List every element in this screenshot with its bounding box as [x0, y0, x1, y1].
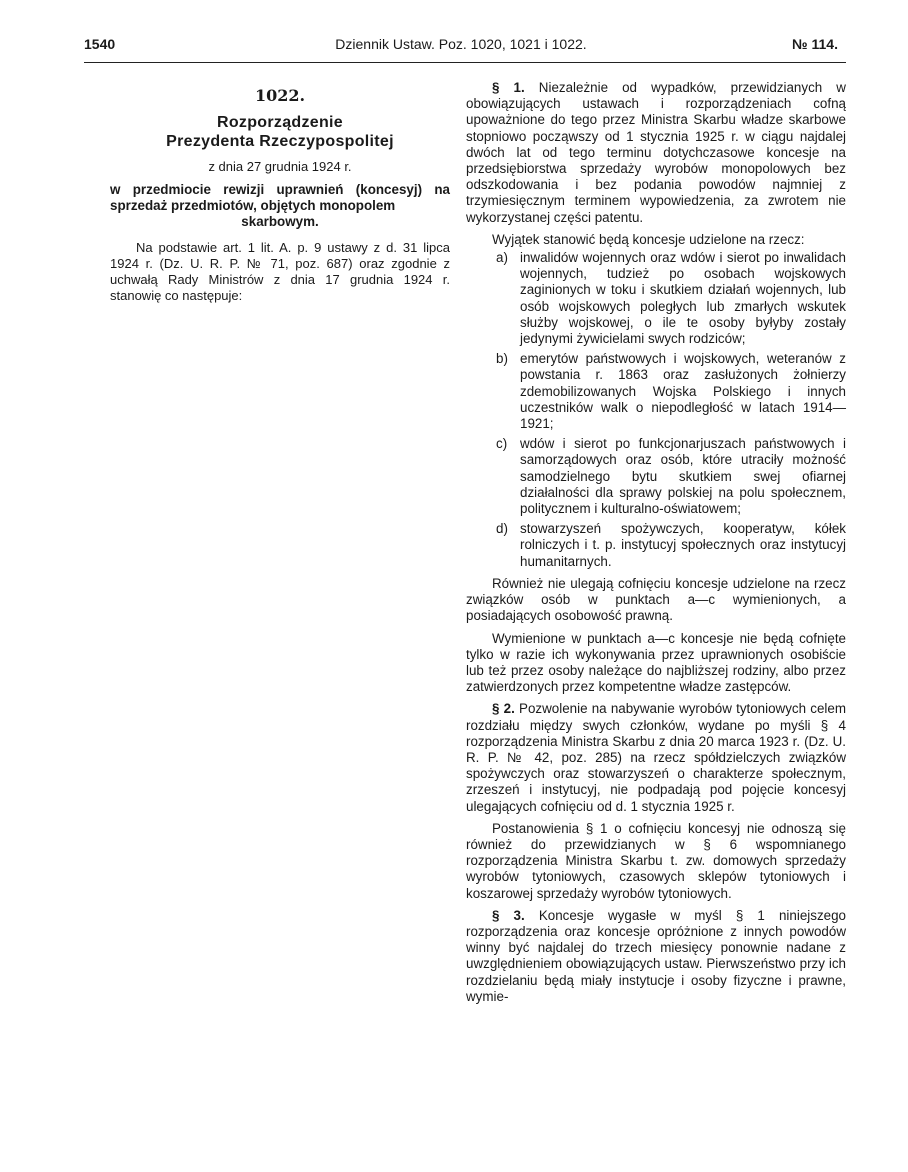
section-2	[466, 701, 846, 814]
section-2-text: Pozwolenie na nabywanie wyrobów tytoniowych celem rozdziału między swych członków, wydane po myśli § 4 rozporządzenia Ministra Skarbu z dnia 20 marca 1923 r. (Dz. U. R. P. № 42, poz. 285) na rzecz spółdzielczych związków spożywczych oraz stowarzyszeń o charakterze społecznym, zrzeszeń i instytucyj, nie podpadają pod pojęcie koncesyj ulegających cofnięciu od d. 1 stycznia 1925 r.	[466, 701, 846, 814]
list-marker: d)	[496, 521, 508, 537]
legal-basis: Na podstawie art. 1 lit. A. p. 9 ustawy z d. 31 lipca 1924 r. (Dz. U. R. P. № 71, poz. 687) oraz zgodnie z uchwałą Rady Ministrów z dnia 17 grudnia 1924 r. stanowię co następuje:	[110, 240, 450, 303]
act-number: 1022.	[254, 86, 306, 105]
section-1-mark: § 1.	[492, 80, 525, 95]
section-3-text: Koncesje wygasłe w myśl § 1 niniejszego rozporządzenia oraz koncesje opróżnione z innych powodów winny być najdalej do trzech miesięcy ponownie nadane z uwzględnieniem obowiązujących ustaw. Pierwszeństwo przy ich rozdzielaniu będą miały instytucje i osoby fizyczne i prawne, wymie-	[466, 907, 846, 1004]
right-column	[466, 80, 846, 1011]
list-item	[466, 250, 846, 347]
list-item-text: wdów i sierot po funkcjonarjuszach państwowych i samorządowych oraz osób, które utraciły możność samodzielnego bytu skutkiem swej ofiarnej działalności dla sprawy polskiej na polu społecznem, politycznem i kulturalno-oświatowem;	[520, 436, 846, 517]
act-title-line1: Rozporządzenie	[217, 114, 343, 131]
list-item	[466, 521, 846, 570]
list-marker: a)	[496, 250, 508, 266]
list-marker: c)	[496, 436, 508, 452]
paragraph-mentioned: Wymienione w punktach a—c koncesje nie będą cofnięte tylko w razie ich wykonywania przez uprawnionych osobiście lub też przez osoby należące do najbliższej rodziny, albo przez zatwierdzonych przez kompetentne władze zastępców.	[466, 630, 846, 695]
exception-intro: Wyjątek stanowić będą koncesje udzielone na rzecz:	[492, 231, 805, 247]
section-2-mark: § 2.	[492, 701, 515, 717]
exception-list	[466, 250, 846, 570]
page-header	[84, 36, 838, 58]
left-column	[110, 86, 450, 304]
journal-title: Dziennik Ustaw. Poz. 1020, 1021 i 1022.	[335, 36, 587, 52]
paragraph-provisions: Postanowienia § 1 o cofnięciu koncesyj nie odnoszą się również do przewidzianych w § 6 wspomnianego rozporządzenia Ministra Skarbu t. zw. domowych sprzedaży wyrobów tytoniowych, czasowych sklepów tytoniowych i koszarowej sprzedaży wyrobów tytoniowych.	[466, 820, 846, 901]
page-number: 1540	[84, 36, 116, 52]
header-rule	[84, 62, 846, 63]
section-3	[466, 908, 846, 1005]
act-title	[110, 113, 450, 151]
list-item-text: stowarzyszeń spożywczych, kooperatyw, kółek rolniczych i t. p. instytucyj społecznych oraz instytucyj humanitarnych.	[520, 521, 846, 569]
act-date: z dnia 27 grudnia 1924 r.	[208, 159, 352, 174]
list-marker: b)	[496, 351, 508, 367]
paragraph-also: Również nie ulegają cofnięciu koncesje udzielone na rzecz związków osób w punktach a—c wymienionych, a posiadających osobowość prawną.	[466, 575, 846, 624]
act-subject-last: skarbowym.	[241, 214, 319, 229]
section-1-text: Niezależnie od wypadków, przewidzianych w obowiązujących ustawach i rozporządzeniach cofną upoważnione do tego przez Ministra Skarbu władze skarbowe stopniowo począwszy od 1 stycznia 1925 r. w ciągu najdalej dwóch lat od tego terminu dotychczasowe koncesje na przedsiębiorstwa sprzedaży wyrobów monopolowych bez odszkodowania i bez podania powodów najmniej z trzymiesięcznym terminem wypowiedzenia, za zwrotem nie wykorzystanej części patentu.	[466, 80, 846, 225]
section-3-mark: § 3.	[492, 907, 525, 923]
list-item-text: inwalidów wojennych oraz wdów i sierot po inwalidach wojennych, tudzież po osobach wojskowych zaginionych w toku i skutkiem działań wojennych, lub osób wojskowych poległych lub zmarłych wskutek służby wojskowej, o ile te osoby byłyby zostały jedynymi żywicielami swych rodziców;	[520, 250, 846, 347]
section-1	[466, 80, 846, 226]
issue-number: № 114.	[792, 36, 838, 52]
list-item	[466, 436, 846, 517]
list-item	[466, 351, 846, 432]
act-subject	[110, 182, 450, 230]
list-item-text: emerytów państwowych i wojskowych, weteranów z powstania r. 1863 oraz zasłużonych żołnierzy zdemobilizowanych Wojska Polskiego i innych uczestników walk o niepodległość w latach 1914—1921;	[520, 351, 846, 432]
act-title-line2: Prezydenta Rzeczypospolitej	[166, 133, 394, 150]
act-subject-main: w przedmiocie rewizji uprawnień (koncesyj) na sprzedaż przedmiotów, objętych monopolem	[110, 182, 450, 213]
